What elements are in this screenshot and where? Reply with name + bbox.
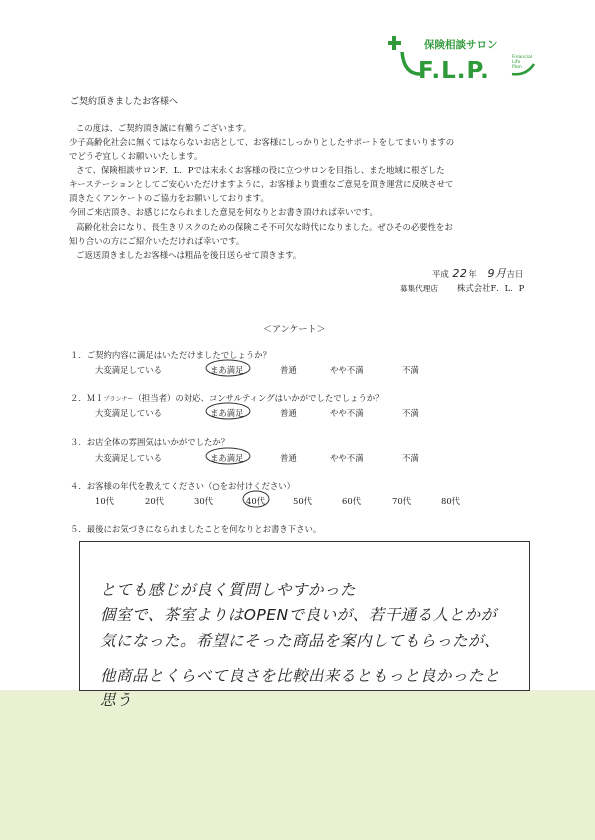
brand-tagline-1: Financial [512,55,533,60]
brand-tagline-3: Plan [512,65,522,70]
q3-option-somewhat-dissatisfied[interactable]: やや不満 [330,453,364,463]
age-option-80s[interactable]: 80代 [441,496,461,506]
q2-option-dissatisfied[interactable]: 不満 [402,408,419,418]
q4-answer-circle [243,491,269,507]
age-option-20s[interactable]: 20代 [145,496,165,506]
q2-option-somewhat-satisfied[interactable]: まあ満足 [210,408,244,418]
comment-line: 他商品とくらべて良さを比較出来るともっと良かったと [100,667,501,685]
q1-answer-circle [206,360,250,376]
comment-line: 思う [100,691,133,709]
survey-title: ＜アンケート＞ [263,325,326,335]
age-option-50s[interactable]: 50代 [293,496,313,506]
brand-jp-text: 保険相談サロン [424,39,498,51]
q2-option-very-satisfied[interactable]: 大変満足している [95,408,162,418]
age-option-10s[interactable]: 10代 [95,496,115,506]
q2-option-somewhat-dissatisfied[interactable]: やや不満 [330,408,364,418]
date-prefix: 平成 [432,269,449,279]
letter-line: さて、保険相談サロンF．L．Pでは末永くお客様の役に立つサロンを目指し、また地域に根ざした [76,165,445,175]
comment-line: とても感じが良く質問しやすかった [100,581,357,599]
age-option-70s[interactable]: 70代 [392,496,412,506]
letter-line: 今回ご来店頂き、お感じになられました意見を何なりとお書き頂ければ幸いです。 [69,207,378,217]
letter-line: でどうぞ宜しくお願いいたします。 [69,151,203,161]
letter-line: 知り合いの方にご紹介いただければ幸いです。 [69,236,245,246]
q1-option-neutral[interactable]: 普通 [280,365,297,375]
q1-option-very-satisfied[interactable]: 大変満足している [95,365,162,375]
q1-option-somewhat-dissatisfied[interactable]: やや不満 [330,365,364,375]
letter-line: 少子高齢化社会に無くてはならないお店として、お客様にしっかりとしたサポートをしてまいりますの [69,137,455,147]
letter-line: 高齢化社会になり、長生きリスクのための保険こそ不可欠な時代になりました。ぜひその必要性をお [76,222,453,232]
q3-option-neutral[interactable]: 普通 [280,453,297,463]
date-suffix: 吉日 [506,269,524,279]
comment-line: 個室で、茶室よりはOPENで良いが、若干通る人とかが [100,606,497,624]
question-4: ４．お客様の年代を教えてください（○をお付けください） [70,481,296,491]
letter-line: 頂きたくアンケートのご協力をお願いしております。 [69,193,269,203]
letter-line: キーステーションとしてご安心いただけますように、お客様より貴重なご意見を頂き運営に反映させて [69,179,454,189]
question-5: ５．最後にお気づきになられましたことを何なりとお書き下さい。 [70,524,322,534]
q3-answer-circle [206,448,250,464]
age-option-40s[interactable]: 40代 [246,496,266,506]
q1-option-dissatisfied[interactable]: 不満 [402,365,419,375]
question-1: １．ご契約内容に満足はいただけましたでしょうか？ [70,350,271,360]
date-year: 22 [452,267,468,280]
age-option-60s[interactable]: 60代 [342,496,362,506]
brand-tagline-2: Life [512,60,521,65]
q3-option-very-satisfied[interactable]: 大変満足している [95,453,162,463]
q2-prefix: ２．ＭＩ [70,393,104,403]
q3-option-dissatisfied[interactable]: 不満 [402,453,419,463]
letter-line: ご返送頂きましたお客様へは粗品を後日送らせて頂きます。 [76,250,302,260]
q3-option-somewhat-satisfied[interactable]: まあ満足 [210,453,244,463]
letter-line: この度は、ご契約頂き誠に有難うございます。 [76,123,252,133]
comment-line: 気になった。希望にそった商品を案内してもらったが、 [100,632,501,650]
date-month: 9月 [487,267,507,280]
salutation: ご契約頂きましたお客様へ [70,97,179,107]
agency-name: 株式会社F．L．P [457,283,525,293]
age-option-30s[interactable]: 30代 [194,496,214,506]
date-year-unit: 年 [468,269,477,279]
q2-suffix: （担当者）の対応、コンサルティングはいかがでしたでしょうか？ [133,393,384,403]
q2-option-neutral[interactable]: 普通 [280,408,297,418]
question-3: ３．お店全体の雰囲気はいかがでしたか？ [70,437,230,447]
q2-answer-circle [206,403,250,419]
q2-planner: プランナー [103,396,134,403]
q1-option-somewhat-satisfied[interactable]: まあ満足 [210,365,244,375]
brand-abbr-text: F.L.P. [418,58,490,84]
agency-label: 募集代理店 [400,284,438,293]
